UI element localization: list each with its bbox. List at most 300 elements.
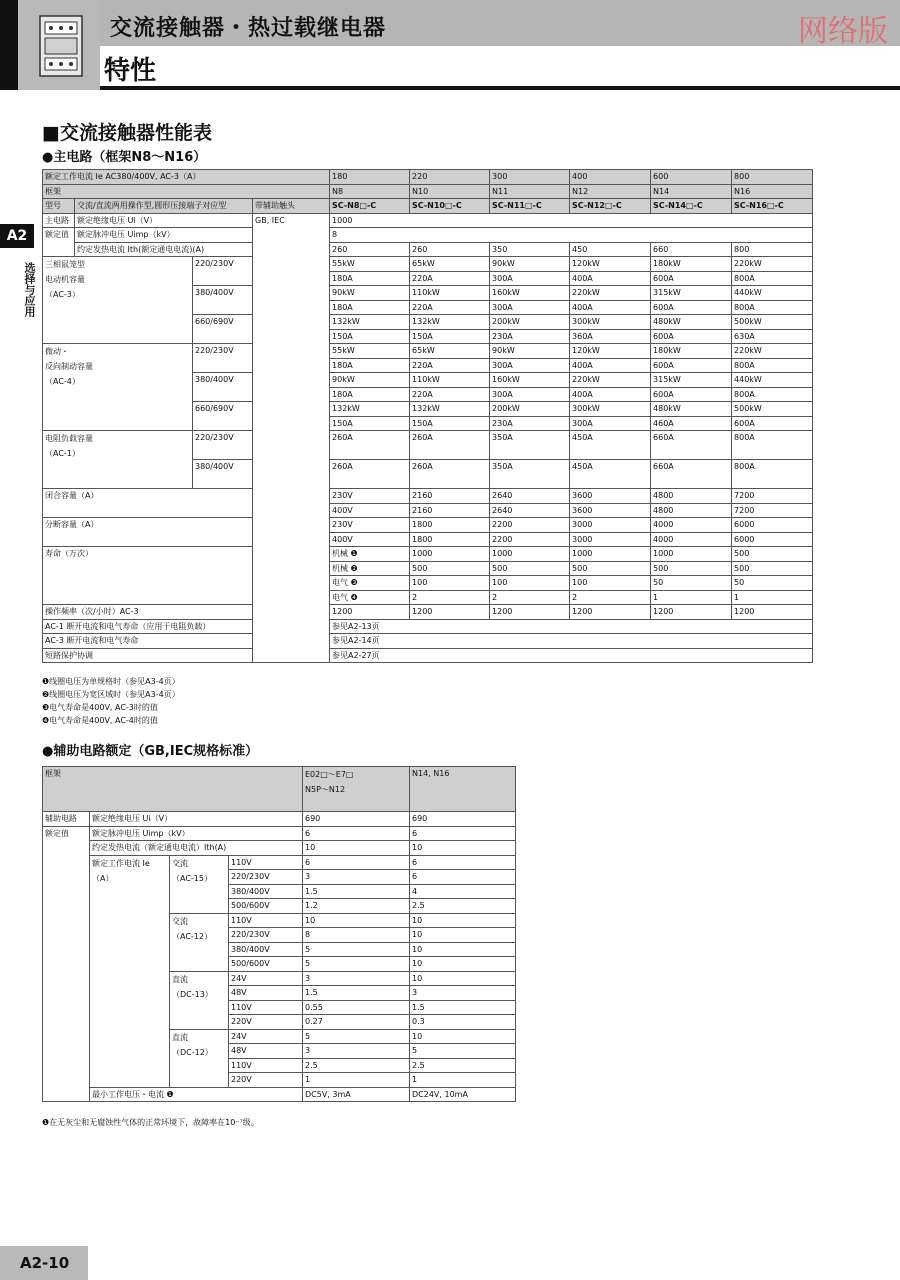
value-cell: 630A	[732, 329, 813, 344]
value-cell: 400	[570, 170, 651, 185]
value-cell: DC24V, 10mA	[410, 1087, 516, 1102]
value-cell: 200kW	[490, 402, 570, 417]
table-row	[43, 547, 813, 562]
value-cell: 132kW	[330, 402, 410, 417]
value-cell: 120kW	[570, 344, 651, 359]
value-cell: 400A	[570, 358, 651, 373]
value-cell: 3	[303, 1044, 410, 1059]
label-line: （A）	[92, 873, 114, 883]
value-cell: 200kW	[490, 315, 570, 330]
value-cell: 260A	[410, 460, 490, 489]
voltage-label: 500/600V	[229, 957, 303, 972]
value-cell: 600A	[651, 329, 732, 344]
value-cell: SC-N8□-C	[330, 199, 410, 214]
value-cell: 2200	[490, 532, 570, 547]
voltage-label: 220/230V	[229, 928, 303, 943]
value-cell: N8	[330, 184, 410, 199]
value-cell: 220A	[410, 300, 490, 315]
label-line: （AC-3）	[45, 290, 80, 299]
value-cell: 150A	[410, 329, 490, 344]
value-cell: 315kW	[651, 373, 732, 388]
value-cell: 600A	[651, 300, 732, 315]
value-cell: 10	[410, 1029, 516, 1044]
value-cell: 132kW	[410, 315, 490, 330]
table-row	[43, 228, 813, 243]
value-cell: 2	[490, 590, 570, 605]
value-cell: 500	[490, 561, 570, 576]
value-cell: 300A	[490, 358, 570, 373]
value-cell: 10	[303, 841, 410, 856]
label-line: 电阻负载容量	[45, 434, 93, 443]
voltage-label: 660/690V	[193, 402, 253, 431]
value-cell: 100	[490, 576, 570, 591]
value-cell: 220A	[410, 387, 490, 402]
table-row	[43, 1087, 516, 1102]
label-line: E02□～E7□	[305, 770, 354, 779]
value-cell: 5	[410, 1044, 516, 1059]
value-cell: 6000	[732, 518, 813, 533]
voltage-label: 110V	[229, 913, 303, 928]
value-cell: 180kW	[651, 257, 732, 272]
rated-value-label: 额定值	[43, 228, 75, 257]
value-cell: 1	[651, 590, 732, 605]
value-cell: 260A	[330, 431, 410, 460]
value-cell: 300A	[570, 416, 651, 431]
value-cell: 1200	[651, 605, 732, 620]
value-cell: 2	[570, 590, 651, 605]
value-cell: 180A	[330, 358, 410, 373]
impulse-value: 8	[330, 228, 813, 243]
ac1_life_label: AC-1 断开电流和电气寿命（应用于电阻负载）	[43, 619, 330, 634]
value-cell: 6	[410, 826, 516, 841]
value-cell: 2200	[490, 518, 570, 533]
value-cell: 300kW	[570, 315, 651, 330]
value-cell: 3	[410, 986, 516, 1001]
value-cell: 220	[410, 170, 490, 185]
value-cell: 10	[410, 971, 516, 986]
ac3_label-label	[43, 257, 193, 344]
impulse-label: 额定脉冲电压 Uimp（kV）	[75, 228, 253, 243]
aux-frame-col1	[303, 767, 410, 812]
voltage-label: 220/230V	[229, 870, 303, 885]
value-cell: 450A	[570, 431, 651, 460]
value-cell: 1000	[570, 547, 651, 562]
table-row	[43, 242, 813, 257]
value-cell: 450	[570, 242, 651, 257]
voltage-label: 220/230V	[193, 344, 253, 373]
voltage-label: 380/400V	[193, 373, 253, 402]
aux-category-label	[170, 1029, 229, 1087]
value-cell: 600	[651, 170, 732, 185]
value-cell: 800	[732, 170, 813, 185]
value-cell: 3000	[570, 518, 651, 533]
value-cell: 10	[410, 928, 516, 943]
value-cell: 690	[303, 812, 410, 827]
label-line: 交流	[172, 858, 188, 868]
value-cell: 440kW	[732, 373, 813, 388]
value-cell: 800A	[732, 300, 813, 315]
value-cell: N11	[490, 184, 570, 199]
voltage-label: 110V	[229, 1000, 303, 1015]
value-cell: 10	[410, 942, 516, 957]
aux-category-label	[170, 855, 229, 913]
voltage-label: 380/400V	[193, 286, 253, 315]
label-line: 交流	[172, 916, 188, 926]
table-row	[43, 170, 813, 185]
value-cell: 6	[410, 855, 516, 870]
value-cell: 2640	[490, 503, 570, 518]
value-cell: SC-N11□-C	[490, 199, 570, 214]
voltage-label: 48V	[229, 986, 303, 1001]
contactor-product-icon	[36, 12, 86, 80]
value-cell: 2160	[410, 489, 490, 504]
section-tab[interactable]: A2	[0, 224, 34, 248]
breaking-label: 分断容量（A）	[43, 518, 253, 547]
table-row	[43, 257, 813, 272]
value-cell: 150A	[330, 329, 410, 344]
short: 参见A2-27页	[330, 648, 813, 663]
value-cell: 260	[410, 242, 490, 257]
freq-label: 操作频率（次/小时）AC-3	[43, 605, 330, 620]
life-type: 电气 ❸	[330, 576, 410, 591]
value-cell: 180	[330, 170, 410, 185]
value-cell: 132kW	[410, 402, 490, 417]
value-cell: 400A	[570, 300, 651, 315]
value-cell: 6	[303, 826, 410, 841]
voltage-label: 220/230V	[193, 257, 253, 286]
model-desc: 交流/直流两用操作型,圆形压接端子对应型	[75, 199, 253, 214]
value-cell: N10	[410, 184, 490, 199]
value-cell: 90kW	[490, 344, 570, 359]
table-row	[43, 812, 516, 827]
value-cell: SC-N16□-C	[732, 199, 813, 214]
value-cell: 55kW	[330, 257, 410, 272]
voltage-label: 110V	[229, 1058, 303, 1073]
value-cell: 1.5	[303, 986, 410, 1001]
row-label-frame: 框架	[43, 184, 330, 199]
aux-current-label	[90, 855, 170, 1087]
value-cell: 1200	[570, 605, 651, 620]
value-cell: 1	[303, 1073, 410, 1088]
value-cell: 690	[410, 812, 516, 827]
voltage-label: 220V	[229, 1073, 303, 1088]
life-type: 机械 ❶	[330, 547, 410, 562]
value-cell: 2.5	[410, 1058, 516, 1073]
voltage-label: 220V	[229, 1015, 303, 1030]
row-label-model: 型号	[43, 199, 75, 214]
value-cell: 7200	[732, 503, 813, 518]
value-cell: DC5V, 3mA	[303, 1087, 410, 1102]
value-cell: 1000	[410, 547, 490, 562]
value-cell: 132kW	[330, 315, 410, 330]
value-cell: 90kW	[330, 373, 410, 388]
thermal-label: 约定发热电流 Ith(额定通电电流)(A)	[75, 242, 253, 257]
voltage-label: 400V	[330, 503, 410, 518]
value-cell: 120kW	[570, 257, 651, 272]
aux-frame-col2: N14, N16	[410, 767, 516, 812]
voltage-label: 380/400V	[193, 460, 253, 489]
value-cell: 10	[303, 913, 410, 928]
label-line: （AC-4）	[45, 377, 80, 386]
value-cell: 160kW	[490, 286, 570, 301]
label-line: N5P～N12	[305, 785, 346, 794]
aux-thermal-label: 约定发热电流（额定通电电流）Ith(A)	[90, 841, 303, 856]
aux-rated-label: 额定值	[43, 826, 90, 1102]
value-cell: 300A	[490, 300, 570, 315]
value-cell: 600A	[651, 387, 732, 402]
value-cell: SC-N14□-C	[651, 199, 732, 214]
value-cell: 500kW	[732, 402, 813, 417]
value-cell: 800A	[732, 431, 813, 460]
voltage-label: 380/400V	[229, 942, 303, 957]
value-cell: 300A	[490, 271, 570, 286]
aux-insulation-label: 额定绝缘电压 Ui（V）	[90, 812, 303, 827]
label-line: 直流	[172, 1032, 188, 1042]
main-performance-table	[42, 169, 813, 663]
aux-circuit-table	[42, 766, 516, 1102]
ac3_life_label: AC-3 断开电流和电气寿命	[43, 634, 330, 649]
value-cell: 100	[570, 576, 651, 591]
aux-impulse-label: 额定脉冲电压 Uimp（kV）	[90, 826, 303, 841]
aux-category-label	[170, 913, 229, 971]
label-line: 三相鼠笼型	[45, 260, 85, 269]
voltage-label: 230V	[330, 489, 410, 504]
value-cell: 500	[410, 561, 490, 576]
aux-circuit-label: 辅助电路	[43, 812, 90, 827]
label-line: （AC-15）	[172, 873, 212, 883]
value-cell: 480kW	[651, 315, 732, 330]
table-row	[43, 213, 813, 228]
main-circuit-heading: ●主电路（框架N8～N16）	[42, 150, 207, 165]
life-type: 机械 ❷	[330, 561, 410, 576]
voltage-label: 24V	[229, 1029, 303, 1044]
web-edition-label: 网络版	[798, 14, 888, 49]
value-cell: 6000	[732, 532, 813, 547]
value-cell: 1.5	[303, 884, 410, 899]
aux-category-label	[170, 971, 229, 1029]
model-aux: 带辅助触头	[253, 199, 330, 214]
value-cell: 1.5	[410, 1000, 516, 1015]
header-black-strip	[0, 0, 18, 90]
voltage-label: 400V	[330, 532, 410, 547]
aux-min-label: 最小工作电压・电流 ❶	[90, 1087, 303, 1102]
value-cell: 65kW	[410, 344, 490, 359]
value-cell: 600A	[651, 271, 732, 286]
value-cell: 1200	[410, 605, 490, 620]
ac3_life: 参见A2-14页	[330, 634, 813, 649]
value-cell: 400A	[570, 271, 651, 286]
value-cell: 110kW	[410, 286, 490, 301]
row-label-current: 额定工作电流 Ie AC380/400V, AC-3（A）	[43, 170, 330, 185]
value-cell: 4000	[651, 518, 732, 533]
table-row	[43, 855, 516, 870]
value-cell: 110kW	[410, 373, 490, 388]
value-cell: 1200	[490, 605, 570, 620]
value-cell: 3000	[570, 532, 651, 547]
value-cell: 1200	[732, 605, 813, 620]
table-row	[43, 489, 813, 504]
value-cell: 65kW	[410, 257, 490, 272]
value-cell: 220kW	[570, 373, 651, 388]
life-label: 寿命（万次）	[43, 547, 253, 605]
value-cell: 6	[303, 855, 410, 870]
label-line: 直流	[172, 974, 188, 984]
voltage-label: 220/230V	[193, 431, 253, 460]
value-cell: 500	[651, 561, 732, 576]
value-cell: N14	[651, 184, 732, 199]
voltage-label: 380/400V	[229, 884, 303, 899]
label-line: 额定工作电流 Ie	[92, 858, 150, 868]
value-cell: 2160	[410, 503, 490, 518]
value-cell: 660A	[651, 460, 732, 489]
value-cell: 1000	[651, 547, 732, 562]
value-cell: 220kW	[732, 257, 813, 272]
table-row	[43, 431, 813, 460]
making-label: 闭合容量（A）	[43, 489, 253, 518]
value-cell: SC-N10□-C	[410, 199, 490, 214]
value-cell: 150A	[410, 416, 490, 431]
value-cell: N16	[732, 184, 813, 199]
table-row	[43, 767, 516, 812]
value-cell: 4800	[651, 503, 732, 518]
value-cell: 300	[490, 170, 570, 185]
value-cell: 0.3	[410, 1015, 516, 1030]
value-cell: 55kW	[330, 344, 410, 359]
value-cell: 180kW	[651, 344, 732, 359]
value-cell: 3	[303, 971, 410, 986]
value-cell: 1.2	[303, 899, 410, 914]
value-cell: 7200	[732, 489, 813, 504]
value-cell: 180A	[330, 300, 410, 315]
value-cell: 3600	[570, 489, 651, 504]
table-row	[43, 344, 813, 359]
value-cell: 5	[303, 957, 410, 972]
table-row	[43, 199, 813, 214]
insulation-label: 额定绝缘电压 Ui（V）	[75, 213, 253, 228]
value-cell: 220A	[410, 271, 490, 286]
value-cell: 360A	[570, 329, 651, 344]
main-circuit-label: 主电路	[43, 213, 75, 228]
value-cell: 10	[410, 913, 516, 928]
ac1-label	[43, 431, 193, 489]
label-line: 反向制动容量	[45, 362, 93, 371]
value-cell: 180A	[330, 271, 410, 286]
value-cell: 440kW	[732, 286, 813, 301]
value-cell: 480kW	[651, 402, 732, 417]
value-cell: 800A	[732, 271, 813, 286]
value-cell: 600A	[651, 358, 732, 373]
value-cell: 1800	[410, 518, 490, 533]
value-cell: 460A	[651, 416, 732, 431]
value-cell: 150A	[330, 416, 410, 431]
table-row	[43, 184, 813, 199]
voltage-label: 24V	[229, 971, 303, 986]
value-cell: 3600	[570, 503, 651, 518]
value-cell: 50	[732, 576, 813, 591]
value-cell: 350A	[490, 431, 570, 460]
footnote: ❶线圈电压为单规格时（参见A3-4页）	[42, 677, 180, 686]
value-cell: 300kW	[570, 402, 651, 417]
main-table-notes	[42, 675, 180, 727]
value-cell: 10	[410, 957, 516, 972]
value-cell: 2.5	[303, 1058, 410, 1073]
value-cell: 4000	[651, 532, 732, 547]
value-cell: 260A	[330, 460, 410, 489]
footnote: ❹电气寿命是400V, AC-4时的值	[42, 716, 158, 725]
value-cell: 2.5	[410, 899, 516, 914]
value-cell: 1000	[490, 547, 570, 562]
insulation-value: 1000	[330, 213, 813, 228]
value-cell: 400A	[570, 387, 651, 402]
value-cell: 3	[303, 870, 410, 885]
value-cell: 1200	[330, 605, 410, 620]
voltage-label: 230V	[330, 518, 410, 533]
value-cell: 220kW	[570, 286, 651, 301]
page-title: 交流接触器・热过载继电器	[110, 16, 387, 41]
value-cell: 500kW	[732, 315, 813, 330]
footnote: ❸电气寿命是400V, AC-3时的值	[42, 703, 158, 712]
label-line: （AC-1）	[45, 449, 80, 458]
value-cell: 90kW	[490, 257, 570, 272]
value-cell: 300A	[490, 387, 570, 402]
section-title: ■交流接触器性能表	[42, 122, 212, 144]
aux-frame-label: 框架	[43, 767, 303, 812]
value-cell: SC-N12□-C	[570, 199, 651, 214]
value-cell: 2	[410, 590, 490, 605]
value-cell: 180A	[330, 387, 410, 402]
section-side-text: 选择与应用	[23, 262, 36, 317]
label-line: 微动・	[45, 347, 69, 356]
value-cell: 50	[651, 576, 732, 591]
value-cell: 800	[732, 242, 813, 257]
value-cell: 230A	[490, 416, 570, 431]
voltage-label: 500/600V	[229, 899, 303, 914]
page-number: A2-10	[0, 1246, 88, 1280]
value-cell: 660	[651, 242, 732, 257]
value-cell: 500	[570, 561, 651, 576]
life-type: 电气 ❹	[330, 590, 410, 605]
voltage-label: 660/690V	[193, 315, 253, 344]
value-cell: 0.27	[303, 1015, 410, 1030]
value-cell: 0.55	[303, 1000, 410, 1015]
value-cell: 1	[410, 1073, 516, 1088]
value-cell: 260	[330, 242, 410, 257]
short_label: 短路保护协调	[43, 648, 330, 663]
value-cell: 220kW	[732, 344, 813, 359]
value-cell: 315kW	[651, 286, 732, 301]
value-cell: 4	[410, 884, 516, 899]
value-cell: 5	[303, 1029, 410, 1044]
table-row	[43, 826, 516, 841]
value-cell: 600A	[732, 416, 813, 431]
table-row	[43, 518, 813, 533]
value-cell: 100	[410, 576, 490, 591]
ac4_label-label	[43, 344, 193, 431]
value-cell: 160kW	[490, 373, 570, 388]
value-cell: 230A	[490, 329, 570, 344]
table-row	[43, 648, 813, 663]
value-cell: 4800	[651, 489, 732, 504]
aux-circuit-heading: ●辅助电路额定（GB,IEC规格标准）	[42, 744, 259, 759]
value-cell: 350A	[490, 460, 570, 489]
ac1_life: 参见A2-13页	[330, 619, 813, 634]
value-cell: 500	[732, 561, 813, 576]
voltage-label: 110V	[229, 855, 303, 870]
value-cell: 450A	[570, 460, 651, 489]
footnote: ❷线圈电压为宽区域时（参见A3-4页）	[42, 690, 180, 699]
value-cell: 90kW	[330, 286, 410, 301]
value-cell: 800A	[732, 387, 813, 402]
